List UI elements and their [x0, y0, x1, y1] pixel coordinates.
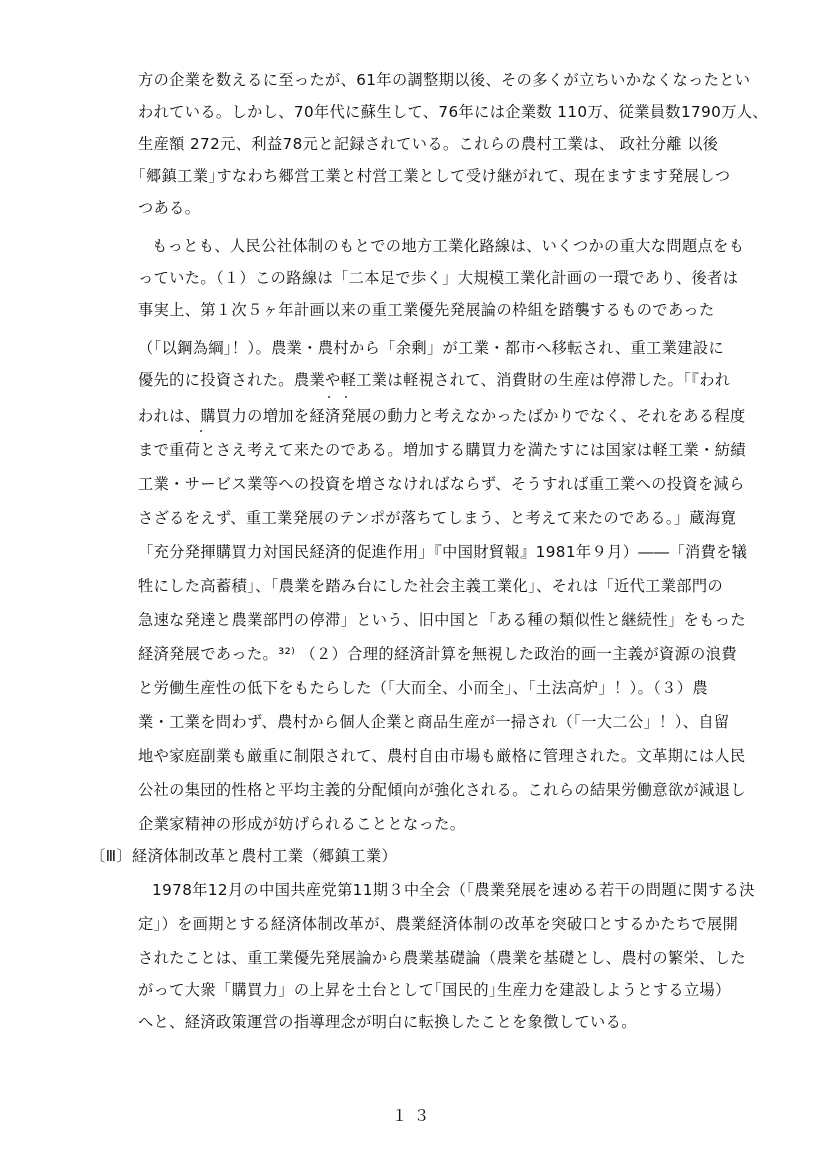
body-text-line: 業・工業を問わず、農村から個人企業と商品生産が一掃され（「一大二公」！）、自留	[138, 713, 730, 731]
body-text-line: 企業家精神の形成が妨げられることとなった。	[138, 815, 466, 833]
body-text-line: ｢郷鎮工業｣すなわち郷営工業と村営工業として受け継がれて、現在ますます発展しつ	[138, 167, 731, 185]
body-text-line: 優先的に投資された。農業や軽工業は軽視されて、消費財の生産は停滞した。「『われ	[138, 371, 731, 389]
body-text-line: もっとも、人民公社体制のもとでの地方工業化路線は、いくつかの重大な問題点をも	[152, 237, 745, 255]
emphasis-dot	[328, 396, 330, 398]
body-text-line: 公社の集団的性格と平均主義的分配傾向が強化される。これらの結果労働意欲が減退し	[138, 781, 746, 799]
body-text-line: がって大衆「購買力」の上昇を土台として｢国民的｣生産力を建設しようとする立場）	[138, 981, 731, 999]
page-number: １３	[391, 1106, 436, 1125]
body-text-line: 地や家庭副業も厳重に制限されて、農村自由市場も厳格に管理された。文革期には人民	[138, 747, 746, 765]
body-text-line: 1978年12月の中国共産党第11期３中全会（｢農業発展を速める若干の問題に関する決	[152, 881, 755, 899]
body-text-line: 急速な発達と農業部門の停滞」という、旧中国と「ある種の類似性と継続性」をもった	[138, 611, 746, 629]
body-text-line: っていた。（１）この路線は「二本足で歩く」大規模工業化計画の一環であり、後者は	[138, 269, 739, 287]
body-text-line: と労働生産性の低下をもたらした（「大而全、小而全」、「土法高炉」！）。（３）農	[138, 679, 708, 697]
body-text-line: 経済発展であった。³²⁾ （２）合理的経済計算を無視した政治的画一主義が資源の浪費	[138, 645, 737, 663]
body-text-line: まで重荷とさえ考えて来たのである。増加する購買力を満たすには国家は軽工業・紡績	[138, 441, 746, 459]
body-text-line: さざるをえず、重工業発展のテンポが落ちてしまう、と考えて来たのである。」蔵海寛	[138, 509, 737, 527]
emphasis-dot	[200, 430, 202, 432]
body-text-line: 生産額 272元、利益78元と記録されている。これらの農村工業は、 政社分離 以後	[138, 135, 719, 153]
body-text-line: 事実上、第１次５ヶ年計画以来の重工業優先発展論の枠組を踏襲するものであった	[138, 301, 715, 319]
emphasis-dot	[345, 396, 347, 398]
body-text-line: （｢以鋼為綱｣！）。農業・農村から「余剰」が工業・都市へ移転され、重工業建設に	[138, 339, 725, 357]
body-text-line: われている。しかし、70年代に蘇生して、76年には企業数 110万、従業員数1790万人、	[138, 103, 769, 121]
body-text-line: 牲にした高蓄積」、「農業を踏み台にした社会主義工業化」、それは「近代工業部門の	[138, 577, 724, 595]
body-text-line: 定｣）を画期とする経済体制改革が、農業経済体制の改革を突破口とするかたちで展開	[138, 915, 739, 933]
body-text-line: 方の企業を数えるに至ったが、61年の調整期以後、その多くが立ちいかなくなったとい	[138, 71, 751, 89]
body-text-line: へと、経済政策運営の指導理念が明白に転換したことを象徴している。	[138, 1013, 637, 1031]
body-text-line: されたことは、重工業優先発展論から農業基礎論（農業を基礎とし、農村の繁栄、した	[138, 949, 746, 967]
body-text-line: 「充分発揮購買力対国民経済的促進作用」『中国財貿報』1981年９月）――「消費を犠	[138, 543, 748, 561]
body-text-line: われは、購買力の増加を経済発展の動力と考えなかったばかりでなく、それをある程度	[138, 407, 746, 425]
body-text-line: つある。	[138, 199, 201, 217]
section-heading: 〔Ⅲ〕経済体制改革と農村工業（郷鎮工業）	[90, 847, 398, 865]
body-text-line: 工業・サービス業等への投資を増さなければならず、そうすれば重工業への投資を減ら	[138, 475, 745, 493]
